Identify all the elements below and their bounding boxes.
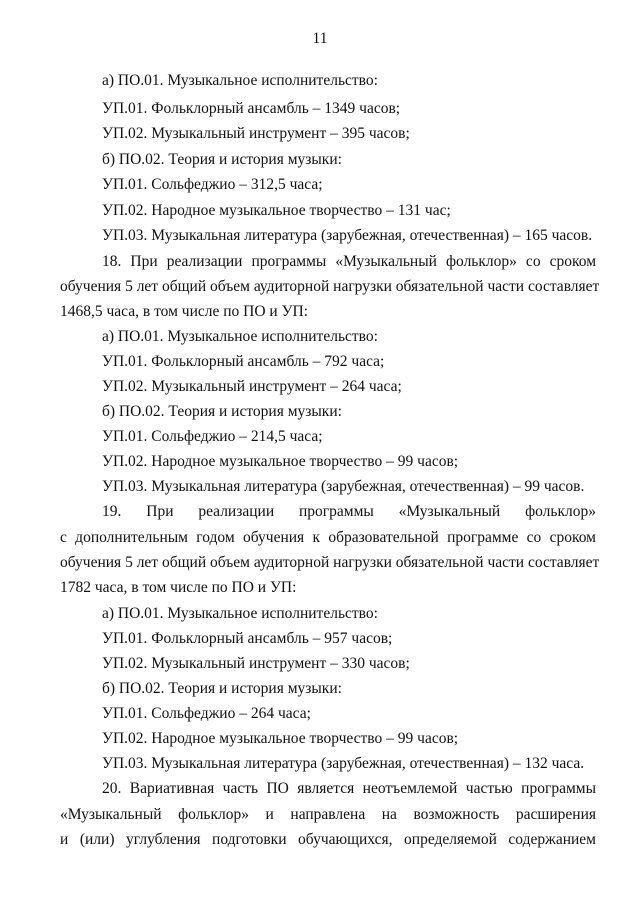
section-a-heading: а) ПО.01. Музыкальное исполнительство: bbox=[102, 72, 378, 89]
list-item: УП.01. Сольфеджио – 312,5 часа; bbox=[102, 176, 323, 193]
list-item: УП.03. Музыкальная литература (зарубежная, отечественная) – 132 часа. bbox=[102, 755, 585, 772]
section-b-heading: б) ПО.02. Теория и история музыки: bbox=[102, 403, 342, 420]
paragraph-line: 20. Вариативная часть ПО является неотъемлемой частью программы bbox=[102, 780, 596, 797]
list-item: УП.02. Музыкальный инструмент – 264 часа; bbox=[102, 378, 402, 395]
paragraph-line: обучения 5 лет общий объем аудиторной нагрузки обязательной части составляет bbox=[60, 278, 600, 295]
paragraph-line: с дополнительным годом обучения к образовательной программе со сроком bbox=[60, 529, 596, 546]
paragraph-line: обучения 5 лет общий объем аудиторной нагрузки обязательной части составляет bbox=[60, 554, 600, 571]
paragraph-line: «Музыкальный фольклор» и направлена на возможность расширения bbox=[60, 806, 596, 823]
page-number: 11 bbox=[312, 30, 328, 47]
list-item: УП.02. Музыкальный инструмент – 395 часов; bbox=[102, 125, 410, 142]
section-a-heading: а) ПО.01. Музыкальное исполнительство: bbox=[102, 328, 378, 345]
list-item: УП.02. Народное музыкальное творчество – 131 час; bbox=[102, 202, 451, 219]
list-item: УП.03. Музыкальная литература (зарубежная, отечественная) – 165 часов. bbox=[102, 227, 593, 244]
paragraph-line: 19. При реализации программы «Музыкальный фольклор» bbox=[102, 503, 596, 520]
list-item: УП.03. Музыкальная литература (зарубежная, отечественная) – 99 часов. bbox=[102, 478, 585, 495]
list-item: УП.01. Фольклорный ансамбль – 957 часов; bbox=[102, 630, 393, 647]
list-item: УП.02. Народное музыкальное творчество – 99 часов; bbox=[102, 730, 459, 747]
paragraph-line: 1468,5 часа, в том числе по ПО и УП: bbox=[60, 303, 309, 320]
paragraph-line: 1782 часа, в том числе по ПО и УП: bbox=[60, 579, 297, 596]
section-b-heading: б) ПО.02. Теория и история музыки: bbox=[102, 151, 342, 168]
list-item: УП.02. Народное музыкальное творчество – 99 часов; bbox=[102, 453, 459, 470]
list-item: УП.01. Фольклорный ансамбль – 1349 часов; bbox=[102, 100, 401, 117]
list-item: УП.02. Музыкальный инструмент – 330 часов; bbox=[102, 655, 410, 672]
paragraph-line: и (или) углубления подготовки обучающихся, определяемой содержанием bbox=[60, 831, 596, 848]
section-b-heading: б) ПО.02. Теория и история музыки: bbox=[102, 680, 342, 697]
list-item: УП.01. Сольфеджио – 264 часа; bbox=[102, 705, 311, 722]
section-a-heading: а) ПО.01. Музыкальное исполнительство: bbox=[102, 605, 378, 622]
paragraph-line: 18. При реализации программы «Музыкальный фольклор» со сроком bbox=[102, 253, 596, 270]
list-item: УП.01. Сольфеджио – 214,5 часа; bbox=[102, 428, 323, 445]
list-item: УП.01. Фольклорный ансамбль – 792 часа; bbox=[102, 353, 385, 370]
